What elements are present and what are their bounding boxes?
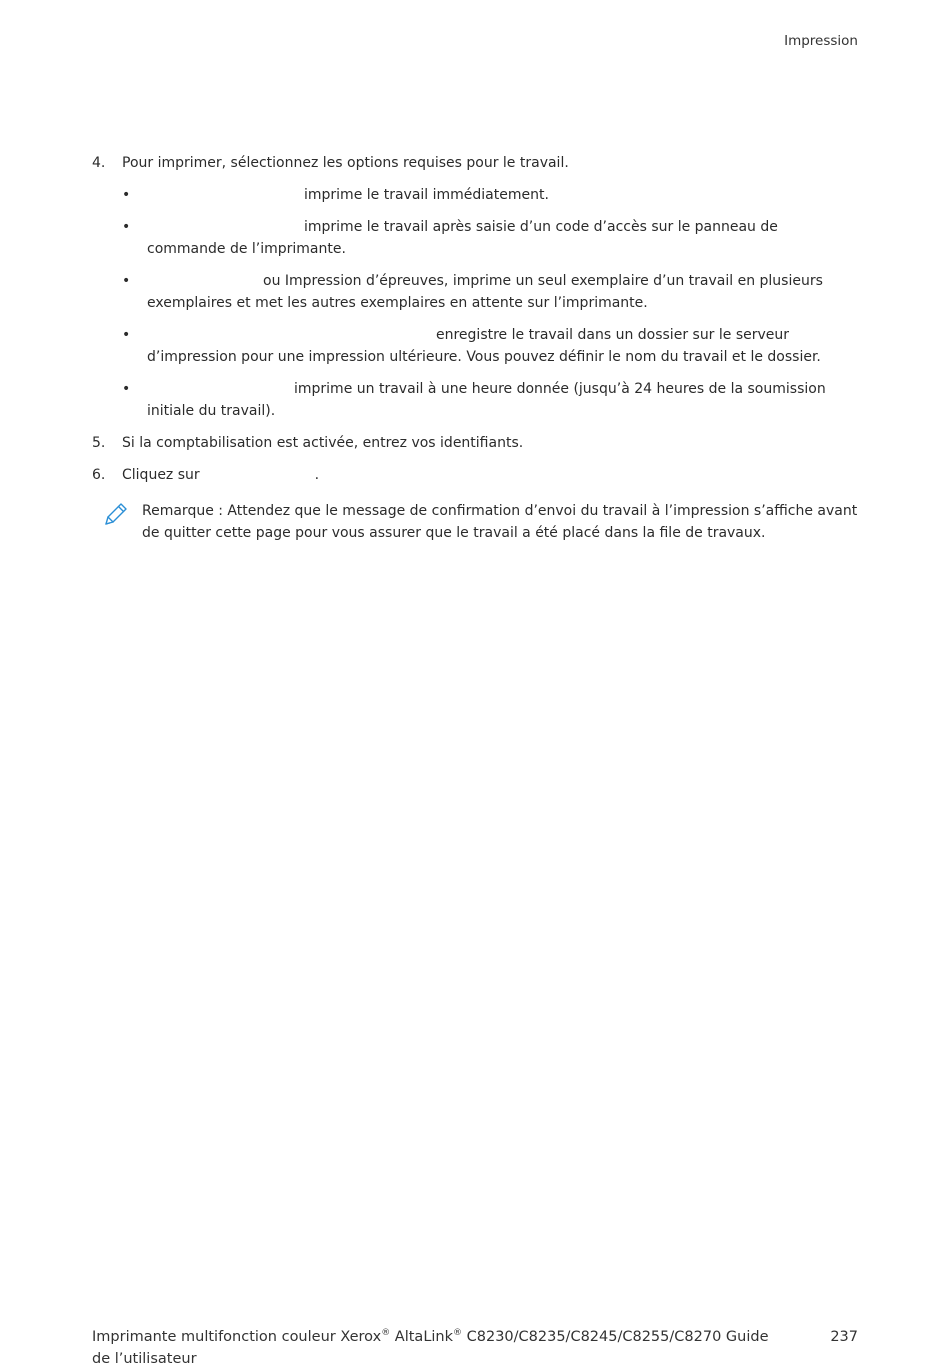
bullet-icon: • xyxy=(122,273,131,289)
bullet-text: enregistre le travail dans un dossier sur le serveur d’impression pour une impression ultérieure. Vous pouvez définir le nom du travail et le dossier. xyxy=(147,327,821,365)
note-text: Remarque : Attendez que le message de confirmation d’envoi du travail à l’impression s’affiche avant de quitter cette page pour vous assurer que le travail a été placé dans la file de travaux. xyxy=(142,503,858,541)
step-6 xyxy=(92,464,860,486)
title-text: Imprimante multifonction couleur Xerox xyxy=(92,1329,382,1345)
list-item-secure xyxy=(122,216,860,260)
list-item-proof xyxy=(122,270,860,314)
bullet-text: imprime le travail immédiatement. xyxy=(304,187,549,203)
step-text: Pour imprimer, sélectionnez les options requises pour le travail. xyxy=(122,155,569,171)
bullet-icon: • xyxy=(122,187,131,203)
print-options-list xyxy=(122,184,860,422)
bullet-icon: • xyxy=(122,381,131,397)
list-item-normal xyxy=(122,184,860,206)
step-suffix: . xyxy=(314,467,320,483)
list-item-save xyxy=(122,324,860,368)
bullet-icon: • xyxy=(122,219,131,235)
bullet-text: imprime le travail après saisie d’un code d’accès sur le panneau de commande de l’imprimante. xyxy=(147,219,778,257)
document-title xyxy=(92,1326,782,1370)
step-text: Si la comptabilisation est activée, entrez vos identifiants. xyxy=(122,435,524,451)
step-number: 4. xyxy=(92,155,106,171)
note xyxy=(92,500,860,544)
registered-mark: ® xyxy=(453,1328,463,1339)
list-item-delayed xyxy=(122,378,860,422)
running-header: Impression xyxy=(784,33,858,49)
pencil-icon xyxy=(102,500,130,528)
step-text: Cliquez sur xyxy=(122,467,200,483)
step-number: 5. xyxy=(92,435,106,451)
bullet-text: ou Impression d’épreuves, imprime un seul exemplaire d’un travail en plusieurs exemplaires et met les autres exemplaires en attente sur l’imprimante. xyxy=(147,273,823,311)
step-4 xyxy=(92,152,860,422)
registered-mark: ® xyxy=(381,1328,391,1339)
bullet-icon: • xyxy=(122,327,131,343)
instructions xyxy=(92,152,860,544)
page-footer xyxy=(92,1326,858,1370)
bullet-text: imprime un travail à une heure donnée (jusqu’à 24 heures de la soumission initiale du travail). xyxy=(147,381,826,419)
title-text: C8230/C8235/C8245/C8255/C8270 Guide de l’utilisateur xyxy=(92,1329,769,1367)
step-5 xyxy=(92,432,860,454)
title-text: AltaLink xyxy=(390,1329,454,1345)
page-number: 237 xyxy=(830,1329,858,1345)
step-number: 6. xyxy=(92,467,106,483)
